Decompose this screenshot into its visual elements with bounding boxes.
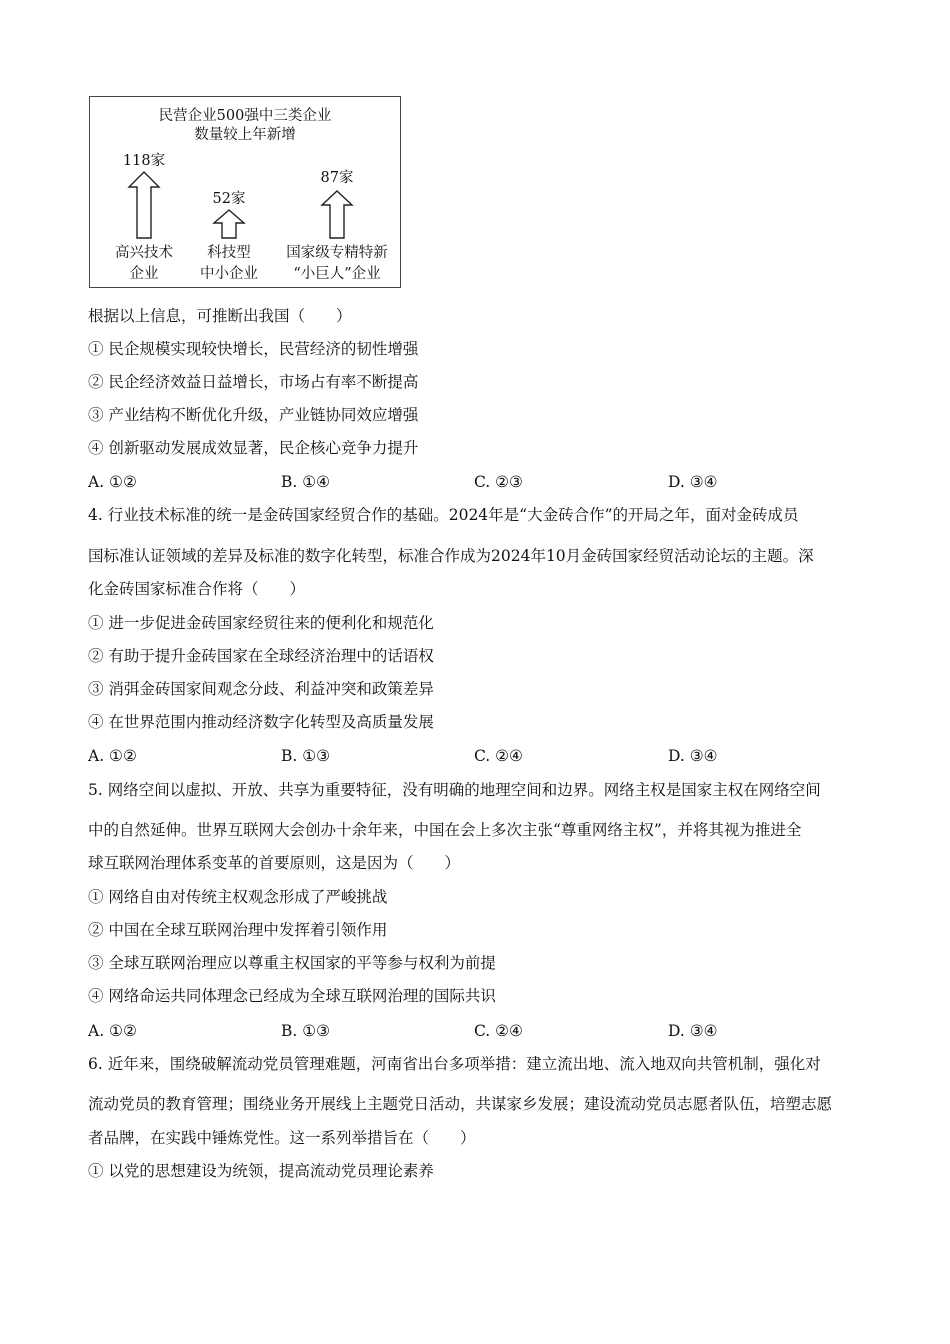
q4-option-d[interactable]: D. ③④: [668, 747, 718, 765]
q5-stem-line3: 球互联网治理体系变革的首要原则，这是因为（ ）: [88, 854, 461, 872]
figure-label-line1: 高兴技术: [115, 245, 173, 261]
figure-title-line1: 民营企业500强中三类企业: [158, 108, 332, 124]
q5-option-d[interactable]: D. ③④: [668, 1022, 718, 1040]
q3-item-2: ② 民企经济效益日益增长，市场占有率不断提高: [88, 373, 419, 391]
q6-stem-line3: 者品牌，在实践中锤炼党性。这一系列举措旨在（ ）: [88, 1129, 476, 1147]
figure-count: 118家: [122, 153, 166, 169]
q4-options: [88, 745, 868, 767]
figure-column-little-giant: [276, 97, 398, 287]
up-arrow-icon: [212, 208, 246, 240]
q4-option-c[interactable]: C. ②④: [474, 747, 523, 765]
q4-item-2: ② 有助于提升金砖国家在全球经济治理中的话语权: [88, 647, 434, 665]
q4-stem-line3: 化金砖国家标准合作将（ ）: [88, 580, 306, 598]
q6-stem-line1: 6. 近年来，围绕破解流动党员管理难题，河南省出台多项举措：建立流出地、流入地双向共管机制，强化对: [88, 1055, 821, 1073]
figure-column-tech-sme: [186, 97, 272, 287]
q3-stem: 根据以上信息，可推断出我国（ ）: [88, 307, 352, 325]
q6-stem-line2: 流动党员的教育管理；围绕业务开展线上主题党日活动，共谋家乡发展；建设流动党员志愿者队伍，培塑志愿: [88, 1095, 833, 1113]
q5-stem-line2: 中的自然延伸。世界互联网大会创办十余年来，中国在会上多次主张“尊重网络主权”，并将其视为推进全: [88, 821, 802, 839]
q4-item-1: ① 进一步促进金砖国家经贸往来的便利化和规范化: [88, 614, 434, 632]
figure-label-line1: 国家级专精特新: [286, 245, 388, 261]
q3-item-4: ④ 创新驱动发展成效显著，民企核心竞争力提升: [88, 439, 419, 457]
q5-option-b[interactable]: B. ①③: [281, 1022, 331, 1040]
figure-count: 87家: [320, 170, 354, 186]
q3-option-d[interactable]: D. ③④: [668, 473, 718, 491]
enterprise-increase-figure: [89, 96, 401, 288]
q6-item-1: ① 以党的思想建设为统领，提高流动党员理论素养: [88, 1162, 434, 1180]
figure-label-line1: 科技型: [207, 245, 251, 261]
q5-item-1: ① 网络自由对传统主权观念形成了严峻挑战: [88, 888, 388, 906]
figure-count: 52家: [212, 191, 246, 207]
q3-item-1: ① 民企规模实现较快增长，民营经济的韧性增强: [88, 340, 419, 358]
q4-item-4: ④ 在世界范围内推动经济数字化转型及高质量发展: [88, 713, 434, 731]
q4-option-a[interactable]: A. ①②: [88, 747, 137, 765]
figure-title-line2: 数量较上年新增: [194, 127, 296, 143]
q4-stem-line1: 4. 行业技术标准的统一是金砖国家经贸合作的基础。2024年是“大金砖合作”的开局之年，面对金砖成员: [88, 506, 799, 524]
q4-stem-line2: 国标准认证领域的差异及标准的数字化转型，标准合作成为2024年10月金砖国家经贸活动论坛的主题。深: [88, 547, 814, 565]
q3-option-b[interactable]: B. ①④: [281, 473, 331, 491]
q5-stem-line1: 5. 网络空间以虚拟、开放、共享为重要特征，没有明确的地理空间和边界。网络主权是国家主权在网络空间: [88, 781, 821, 799]
up-arrow-icon: [127, 170, 161, 240]
q5-item-4: ④ 网络命运共同体理念已经成为全球互联网治理的国际共识: [88, 987, 496, 1005]
q3-option-a[interactable]: A. ①②: [88, 473, 137, 491]
q5-option-c[interactable]: C. ②④: [474, 1022, 523, 1040]
figure-label-line2: “小巨人”企业: [293, 266, 381, 282]
q3-options: [88, 471, 868, 493]
q4-option-b[interactable]: B. ①③: [281, 747, 331, 765]
q3-item-3: ③ 产业结构不断优化升级，产业链协同效应增强: [88, 406, 419, 424]
q5-options: [88, 1020, 868, 1042]
q5-item-3: ③ 全球互联网治理应以尊重主权国家的平等参与权利为前提: [88, 954, 496, 972]
q4-item-3: ③ 消弭金砖国家间观念分歧、利益冲突和政策差异: [88, 680, 434, 698]
q5-item-2: ② 中国在全球互联网治理中发挥着引领作用: [88, 921, 388, 939]
up-arrow-icon: [320, 189, 354, 240]
q5-option-a[interactable]: A. ①②: [88, 1022, 137, 1040]
figure-label-line2: 企业: [129, 266, 159, 282]
figure-label-line2: 中小企业: [200, 266, 258, 282]
q3-option-c[interactable]: C. ②③: [474, 473, 523, 491]
figure-column-high-tech: [96, 97, 192, 287]
